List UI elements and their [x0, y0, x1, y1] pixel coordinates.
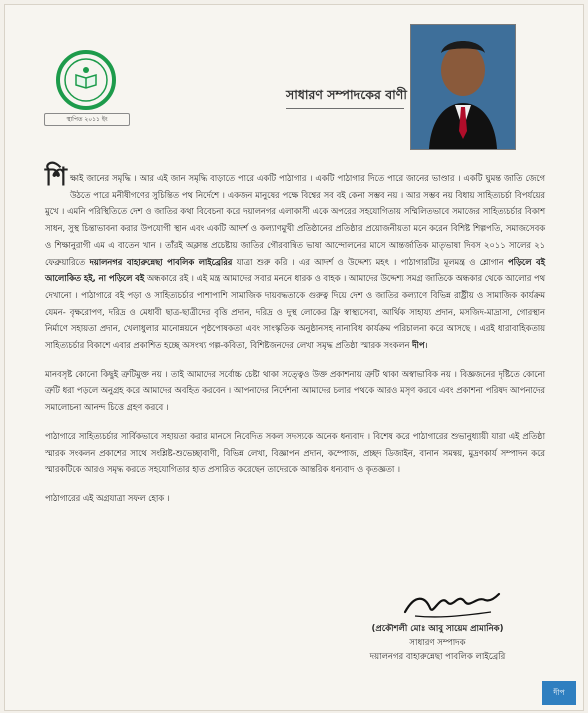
- title-divider: [286, 108, 404, 109]
- paragraph-1-end: ।: [424, 340, 428, 351]
- portrait-photo: [410, 24, 516, 150]
- paragraph-1-text: ক্ষাই জানের সমৃদ্ধি । আর এই জান সমৃদ্ধি বাড়াতে পারে একটি পাঠাগার । একটি পাঠাগার দিতে পারে জানের ভাণ্ডার । একটি ঘুমন্ত জাতি জেগে উঠতে পারে মনীষীগণের সুচিন্তিত পথ নির্দেশে । একজন মানুষের পক্ষে বিশ্বের সব বই কেনা সম্ভব নয় । আর সম্ভব নয় বিধায় সাহিত্যচর্চা বিপর্যয়ের মুখে । এমনি পরিস্থিতিতে দেশ ও জাতির কথা বিবেচনা করে দয়ালনগর এলাকাসী একে অপরের সহযোগিতায় সম্মিলিতভাবে সমাজের সাহিত্যচর্চার বিকাশ সাধন, সুস্থ চিন্তাভাবনা করার উপযোগী স্থান এবং একটি আদর্শ ও কল্যাণমুখী প্রতিষ্ঠানের প্রতিষ্ঠার প্রয়োজনীয়তা মনে করেন বিশিষ্ট শিল্পপতি, সমাজসেবক ও শিক্ষানুরাগী এম এ বাতেন খান । তাঁরই অক্লান্ত প্রচেষ্টায় জাতির গৌরবান্বিত ভাষা আন্দোলনের মাসে আন্তর্জাতিক মাতৃভাষা দিবস ২০১১ সালের ২১ ফেব্রুয়ারিতে: [45, 173, 545, 267]
- logo-caption: স্থাপিত ২০১১ ইং: [44, 113, 130, 126]
- paragraph-1-rest: অন্ধকারে রই । এই মন্ত্র আমাদের সবার মননে ধারক ও বাহক । আমাদের উদ্দেশ্য সমগ্র জাতিকে অন্ধকার থেকে আলোর পথ দেখানো । পাঠাগারে বই পড়া ও সাহিত্যচর্চার পাশাপাশি সামাজিক দায়বদ্ধতাকে গুরুত্ব দিয়ে দেশ ও জাতির কল্যাণে বিভিন্ন রাষ্ট্রীয় ও সামাজিক কার্যক্রম যেমন- বৃক্ষরোপণ, দরিদ্র ও মেধাবী ছাত্র-ছাত্রীদের বৃত্তি প্রদান, দরিদ্র ও দুস্থ লোকের ফ্রি স্বাস্থ্যসেবা, আর্থিক সাহায্য প্রদান, মসজিদ-মাদ্রাসা, গোরস্থান নির্মাণে সহায়তা প্রদান, খেলাধুলার মানোন্নয়নে পৃষ্ঠপোষকতা এবং সাংস্কৃতিক অনুষ্ঠানসহ নানাবিধ কার্যক্রম পরিচালনা করে আসছে । এরই ধারাবাহিকতায় সাহিত্যচর্চার বিকাশে এবার প্রকাশিত হচ্ছে অসংখ্য গল্প-কবিতা, বিশিষ্টজনদের লেখা সমৃদ্ধ প্রতিষ্ঠা স্মারক সংকলন: [45, 273, 545, 351]
- message-body: [45, 162, 545, 519]
- signatory-role: সাধারণ সম্পাদক: [409, 638, 466, 648]
- page-title: সাধারণ সম্পাদকের বাণী: [286, 87, 407, 102]
- signature-icon: [395, 584, 505, 624]
- signatory-name: (প্রকৌশলী মোঃ আবু সায়েম প্রামানিক): [371, 624, 504, 634]
- person-portrait-icon: [411, 25, 515, 149]
- paragraph-2: মানবসৃষ্ট কোনো কিছুই ত্রুটিমুক্ত নয় । তাই আমাদের সর্বোচ্চ চেষ্টা থাকা সত্ত্বেও উক্ত প্রকাশনায় ত্রুটি থাকা অস্বাভাবিক নয় । বিজ্ঞজনের দৃষ্টিতে কোনো ত্রুটি ধরা পড়লে অনুগ্রহ করে আমাদের অবহিত করবেন । আপনাদের নির্দেশনা আমাদের চলার পথকে আরও মসৃণ করবে এবং প্রকাশনা পরিষদ আপনাদের সমালোচনা আনন্দ চিত্তে গ্রহণ করবে ।: [45, 368, 545, 413]
- signatory-organization: দয়ালনগর বাহারুন্নেছা পাবলিক লাইব্রেরি: [369, 652, 506, 662]
- signature: [395, 584, 505, 624]
- paragraph-1-middle: যাত্রা শুরু করি । এর আদর্শ ও উদ্দেশ্য মহৎ । পাঠাগারটির মূলমন্ত্র ও শ্লোগান: [232, 256, 508, 267]
- paragraph-4: পাঠাগারের এই অগ্রযাত্রা সফল হোক ।: [45, 492, 170, 503]
- paragraph-3: পাঠাগারে সাহিত্যচর্চার সার্বিকভাবে সহায়তা করার মানসে নিবেদিত সকল সদস্যকে অনেক ধন্যবাদ । বিশেষ করে পাঠাগারের শুভানুধ্যায়ী যারা এই প্রতিষ্ঠা স্মারক সংকলন প্রকাশের সাথে সংশ্লিষ্ট-শুভেচ্ছাবাণী, বিভিন্ন লেখা, বিজ্ঞাপন প্রদান, কম্পোজ, প্রচ্ছদ ডিজাইন, বানান সমন্বয়, মুদ্রণকার্য সম্পাদন করে স্মারকটিকে আরও সমৃদ্ধ করতে সহযোগিতার হাত প্রসারিত করেছেন তাদেরকে আন্তরিক ধন্যবাদ ও কৃতজ্ঞতা ।: [45, 430, 545, 475]
- library-logo: [56, 50, 116, 110]
- footer-tag: দীপ: [542, 681, 576, 705]
- signature-block: [330, 622, 545, 664]
- library-name: দয়ালনগর বাহারুন্নেছা পাবলিক লাইব্রেরির: [89, 256, 233, 267]
- library-emblem-icon: [56, 50, 116, 110]
- dropcap: শি: [45, 162, 67, 191]
- slogan: পড়িলে বই আলোকিত হই, না পড়িলে বই: [45, 256, 545, 284]
- paragraph-1: [45, 162, 545, 354]
- publication-name: দীপ: [412, 340, 425, 351]
